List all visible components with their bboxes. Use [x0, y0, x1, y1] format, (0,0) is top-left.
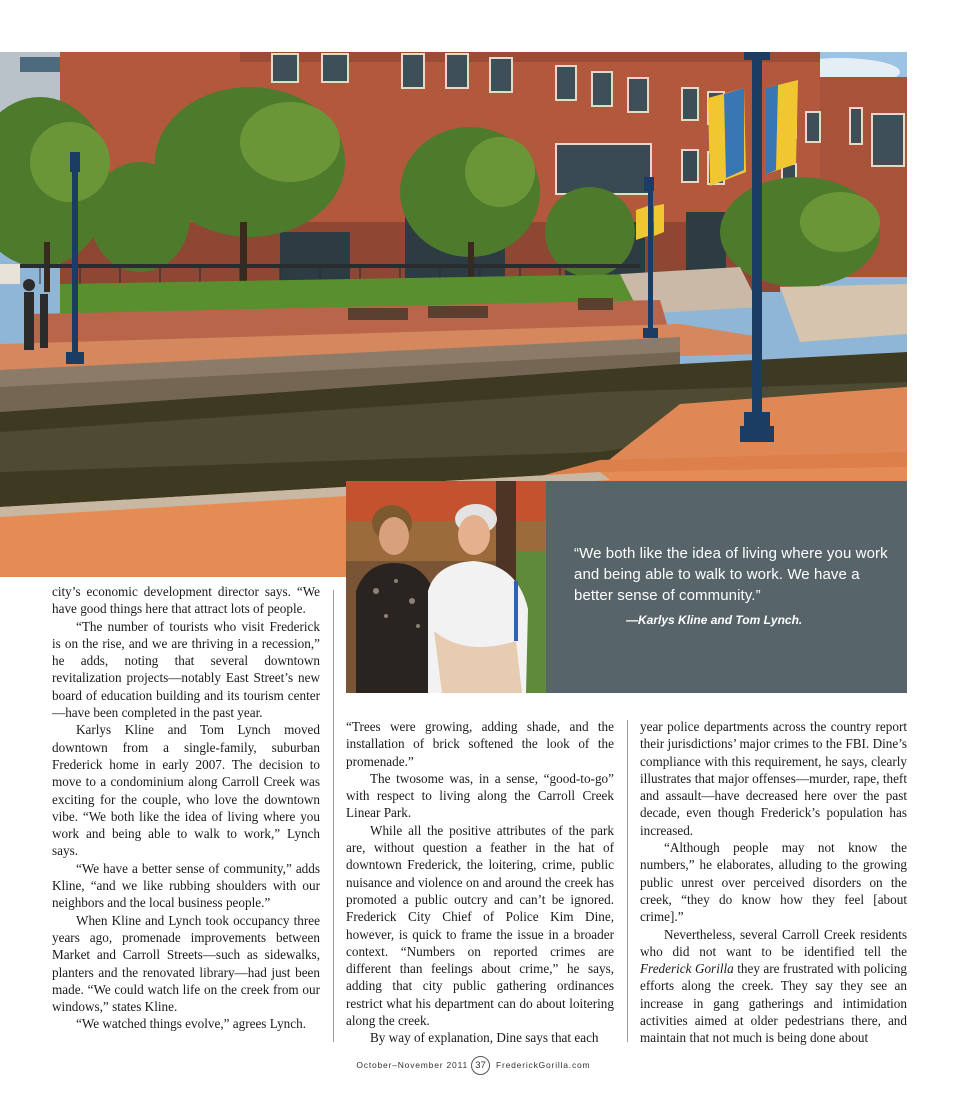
paragraph: “We have a better sense of community,” adds Kline, “and we like rubbing shoulders with our neighbors and the local business people.” [52, 860, 320, 911]
paragraph: city’s economic development director says. “We have good things here that attract lots of people. [52, 584, 320, 617]
pull-quote-line-1: “We both like the idea of living where you work [574, 545, 888, 562]
article-column-3 [640, 718, 907, 1047]
paragraph [640, 926, 907, 1047]
article-column-1 [52, 583, 320, 1033]
pull-quote-line-3: better sense of community.” [574, 587, 761, 604]
paragraph: When Kline and Lynch took occupancy three years ago, promenade improvements between Market and Carroll Streets—such as sidewalks, planters and the renovated library—had just been made. “We could watch life on the creek from our windows,” states Kline. [52, 912, 320, 1015]
page-number: 37 [471, 1056, 490, 1075]
paragraph: While all the positive attributes of the park are, without question a feather in the hat of downtown Frederick, the loitering, crime, public nuisance and violence on and around the creek has promoted a public outcry and can’t be ignored. Frederick City Chief of Police Kim Dine, however, is quick to frame the issue in a broader context. “Numbers on reported crimes are different than feelings about crime,” he says, adding that city public gathering ordinances restrict what his department can do about loitering along the creek. [346, 822, 614, 1029]
publication-name: Frederick Gorilla [640, 961, 734, 977]
inset-photo [346, 481, 546, 693]
article-column-2 [346, 718, 614, 1047]
issue-date: October–November 2011 [356, 1060, 468, 1070]
column-divider [333, 590, 334, 1042]
paragraph: “The number of tourists who visit Frederick is on the rise, and we are thriving in a recession,” he adds, noting that several downtown revitalization projects—notably East Street’s new board of education building and its tourism center—have been completed in the past year. [52, 618, 320, 721]
paragraph: year police departments across the country report their jurisdictions’ major crimes to the FBI. Dine’s compliance with this requirement, he says, clearly illustrates that major offenses—murder, rape, theft and assault—have decreased here over the past decade, even though Frederick’s population has increased. [640, 719, 907, 838]
paragraph: Karlys Kline and Tom Lynch moved downtown from a single-family, suburban Frederick home in early 2007. The decision to move to a condominium along Carroll Creek was exciting for the couple, who love the downtown vibe. “We both like the idea of living where you work and being able to walk to work,” Lynch says. [52, 722, 320, 859]
pull-quote-attribution: —Karlys Kline and Tom Lynch. [626, 613, 803, 627]
paragraph: By way of explanation, Dine says that each [370, 1030, 599, 1046]
paragraph-text: Nevertheless, several Carroll Creek residents who did not want to be identified tell the [640, 926, 907, 959]
paragraph-text: they are frustrated with policing efforts along the creek. They say they see an increase in gang gatherings and intimidation activities aimed at older pedestrians there, and maintain that not much is being done about [640, 961, 907, 1046]
website-link[interactable]: FrederickGorilla.com [496, 1060, 591, 1070]
paragraph: “Trees were growing, adding shade, and the installation of brick softened the look of the promenade.” [346, 719, 614, 769]
pull-quote-box [546, 481, 907, 693]
pull-quote-line-2: and being able to walk to work. We have a [574, 566, 860, 583]
paragraph: “Although people may not know the numbers,” he elaborates, alluding to the growing public unrest over perceived disorders on the creek, “they do know how they feel [about crime].” [640, 840, 907, 925]
pull-quote-text [574, 543, 892, 606]
paragraph: The twosome was, in a sense, “good-to-go” with respect to living along the Carroll Creek Linear Park. [346, 770, 614, 821]
column-divider [627, 720, 628, 1042]
paragraph: “We watched things evolve,” agrees Lynch. [76, 1016, 306, 1032]
page-footer [0, 1056, 960, 1074]
